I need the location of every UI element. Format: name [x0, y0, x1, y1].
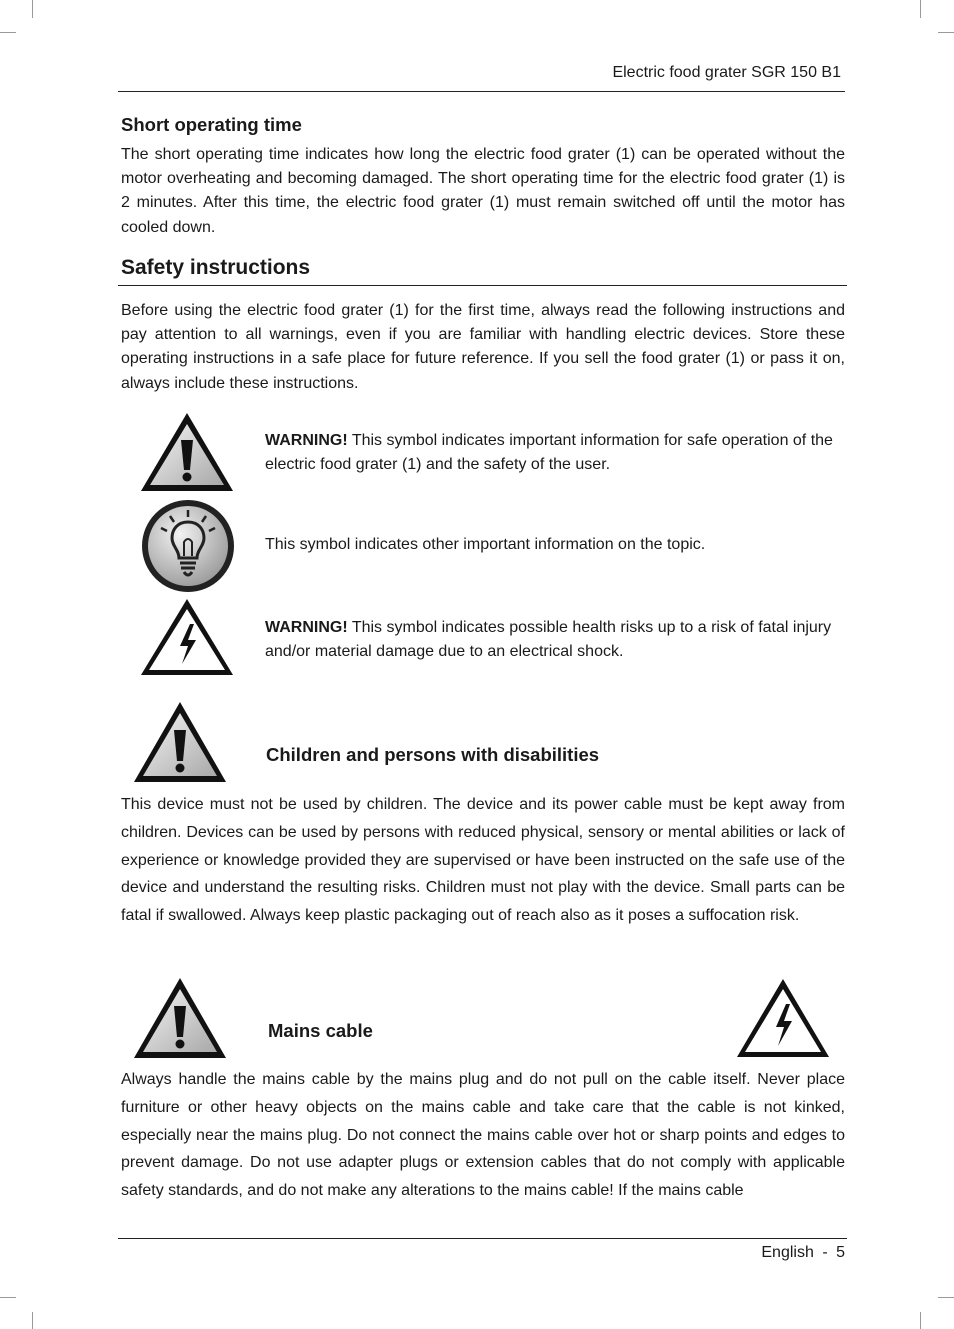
paragraph-children: This device must not be used by children. The device and its power cable must be kept away from children. Devices can be used by persons with reduced physical, sensory or mental abilities or lack of experience or knowledge provided they are supervised or have been instructed on the safe use of the device and understand the resulting risks. Children must not play with the device. Small parts can be fatal if swallowed. Always keep plastic packaging out of reach also as it poses a suffocation risk. — [121, 796, 845, 925]
crop-mark — [32, 0, 33, 18]
warning-triangle-icon — [138, 410, 236, 494]
section-heading-mains-cable: Mains cable — [268, 1020, 373, 1041]
lightbulb-icon — [139, 498, 237, 594]
running-header-title: Electric food grater SGR 150 B1 — [612, 64, 841, 81]
crop-mark — [938, 32, 954, 33]
warning-label: WARNING! — [265, 432, 348, 449]
paragraph-short-operating-time: The short operating time indicates how long the electric food grater (1) can be operated without the motor overheating and becoming damaged. The short operating time for the electric food grater (1) is 2 minutes. After this time, the electric food grater (1) must remain switched off until the motor has cooled down. — [121, 146, 845, 236]
symbol-note-warning — [265, 429, 845, 477]
page-number: 5 — [836, 1244, 845, 1261]
crop-mark — [920, 0, 921, 18]
footer-separator: - — [822, 1244, 828, 1261]
symbol-note-info — [265, 533, 845, 557]
crop-mark — [938, 1297, 954, 1298]
crop-mark — [0, 32, 16, 33]
symbol-note-text: This symbol indicates important information for safe operation of the electric food grater (1) and the safety of the user. — [265, 432, 833, 474]
warning-label: WARNING! — [265, 619, 348, 636]
symbol-note-text: This symbol indicates possible health risks up to a risk of fatal injury and/or material damage due to an electrical shock. — [265, 619, 832, 661]
paragraph-mains-cable: Always handle the mains cable by the mains plug and do not pull on the cable itself. Never place furniture or other heavy objects on the mains cable and take care that the cable is not kinked, especially near the mains plug. Do not connect the mains cable over hot or sharp points and edges to prevent damage. Do not use adapter plugs or extension cables that do not comply with applicable safety standards, and do not make any alterations to the mains cable! If the mains cable — [121, 1071, 845, 1200]
paragraph-safety-instructions: Before using the electric food grater (1) for the first time, always read the following instructions and pay attention to all warnings, even if you are familiar with handling electric devices. Store these operating instructions in a safe place for future reference. If you sell the food grater (1) or pass it on, always include these instructions. — [121, 302, 845, 392]
symbol-note-electrical — [265, 616, 845, 664]
crop-mark — [32, 1312, 33, 1329]
symbol-note-text: This symbol indicates other important information on the topic. — [265, 536, 706, 553]
footer-language: English — [761, 1244, 814, 1261]
electric-shock-icon — [138, 596, 236, 678]
crop-mark — [920, 1312, 921, 1329]
section-rule — [118, 285, 847, 286]
warning-triangle-icon — [131, 699, 229, 785]
electric-shock-icon — [734, 976, 832, 1060]
page-footer — [761, 1244, 845, 1262]
section-heading-children: Children and persons with disabilities — [266, 744, 600, 765]
header-rule — [118, 91, 845, 92]
section-heading-short-operating-time: Short operating time — [121, 114, 302, 135]
crop-mark — [0, 1297, 16, 1298]
warning-triangle-icon — [131, 975, 229, 1061]
footer-rule — [118, 1238, 847, 1239]
section-heading-safety-instructions: Safety instructions — [121, 256, 311, 279]
